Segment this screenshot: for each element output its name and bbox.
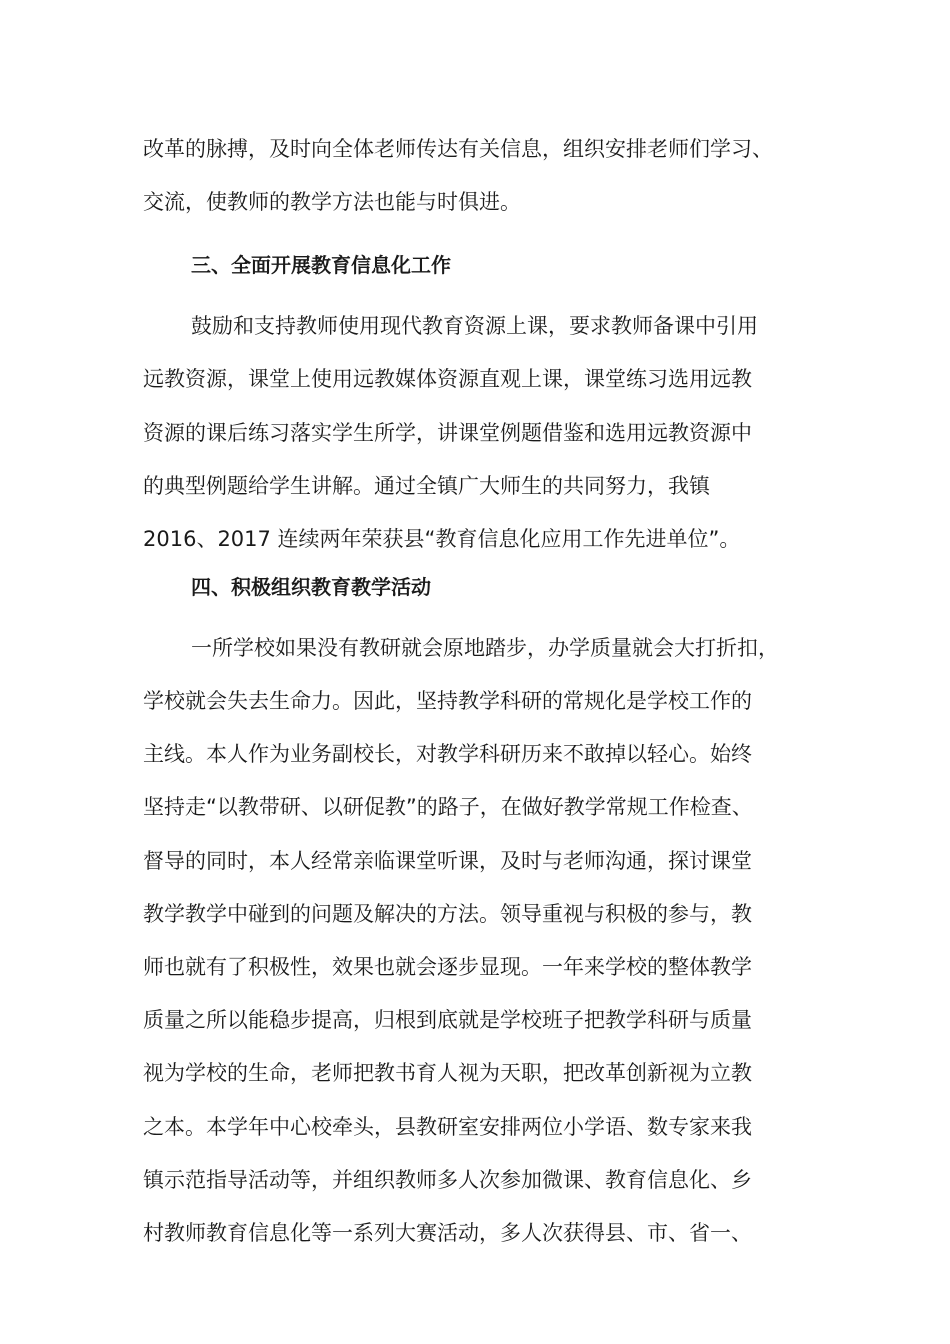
paragraph-line: 远教资源，课堂上使用远教媒体资源直观上课，课堂练习选用远教 (143, 367, 752, 391)
paragraph-line: 视为学校的生命，老师把教书育人视为天职，把改革创新视为立教 (143, 1061, 752, 1085)
paragraph-line: 教学教学中碰到的问题及解决的方法。领导重视与积极的参与，教 (143, 902, 752, 926)
section-heading: 四、积极组织教育教学活动 (191, 575, 431, 599)
paragraph-line: 坚持走“以教带研、以研促教”的路子，在做好教学常规工作检查、 (143, 795, 753, 819)
paragraph-line: 资源的课后练习落实学生所学，讲课堂例题借鉴和选用远教资源中 (143, 421, 752, 445)
paragraph-line: 改革的脉搏，及时向全体老师传达有关信息，组织安排老师们学习、 (143, 137, 773, 161)
paragraph-line: 学校就会失去生命力。因此，坚持教学科研的常规化是学校工作的 (143, 689, 752, 713)
paragraph-line: 之本。本学年中心校牵头，县教研室安排两位小学语、数专家来我 (143, 1115, 752, 1139)
section-heading: 三、全面开展教育信息化工作 (191, 253, 451, 277)
paragraph-line: 鼓励和支持教师使用现代教育资源上课，要求教师备课中引用 (191, 314, 758, 338)
paragraph-line: 一所学校如果没有教研就会原地踏步，办学质量就会大打折扣， (191, 636, 779, 660)
paragraph-line: 交流，使教师的教学方法也能与时俱进。 (143, 190, 521, 214)
paragraph-line: 主线。本人作为业务副校长，对教学科研历来不敢掉以轻心。始终 (143, 742, 752, 766)
paragraph-line: 的典型例题给学生讲解。通过全镇广大师生的共同努力，我镇 (143, 474, 710, 498)
paragraph-line: 村教师教育信息化等一系列大赛活动，多人次获得县、市、省一、 (143, 1221, 752, 1245)
paragraph-line: 师也就有了积极性，效果也就会逐步显现。一年来学校的整体教学 (143, 955, 752, 979)
paragraph-line: 2016、2017 连续两年荣获县“教育信息化应用工作先进单位”。 (143, 527, 741, 551)
paragraph-line: 质量之所以能稳步提高，归根到底就是学校班子把教学科研与质量 (143, 1008, 752, 1032)
paragraph-line: 镇示范指导活动等，并组织教师多人次参加微课、教育信息化、乡 (143, 1168, 752, 1192)
paragraph-line: 督导的同时，本人经常亲临课堂听课，及时与老师沟通，探讨课堂 (143, 849, 752, 873)
